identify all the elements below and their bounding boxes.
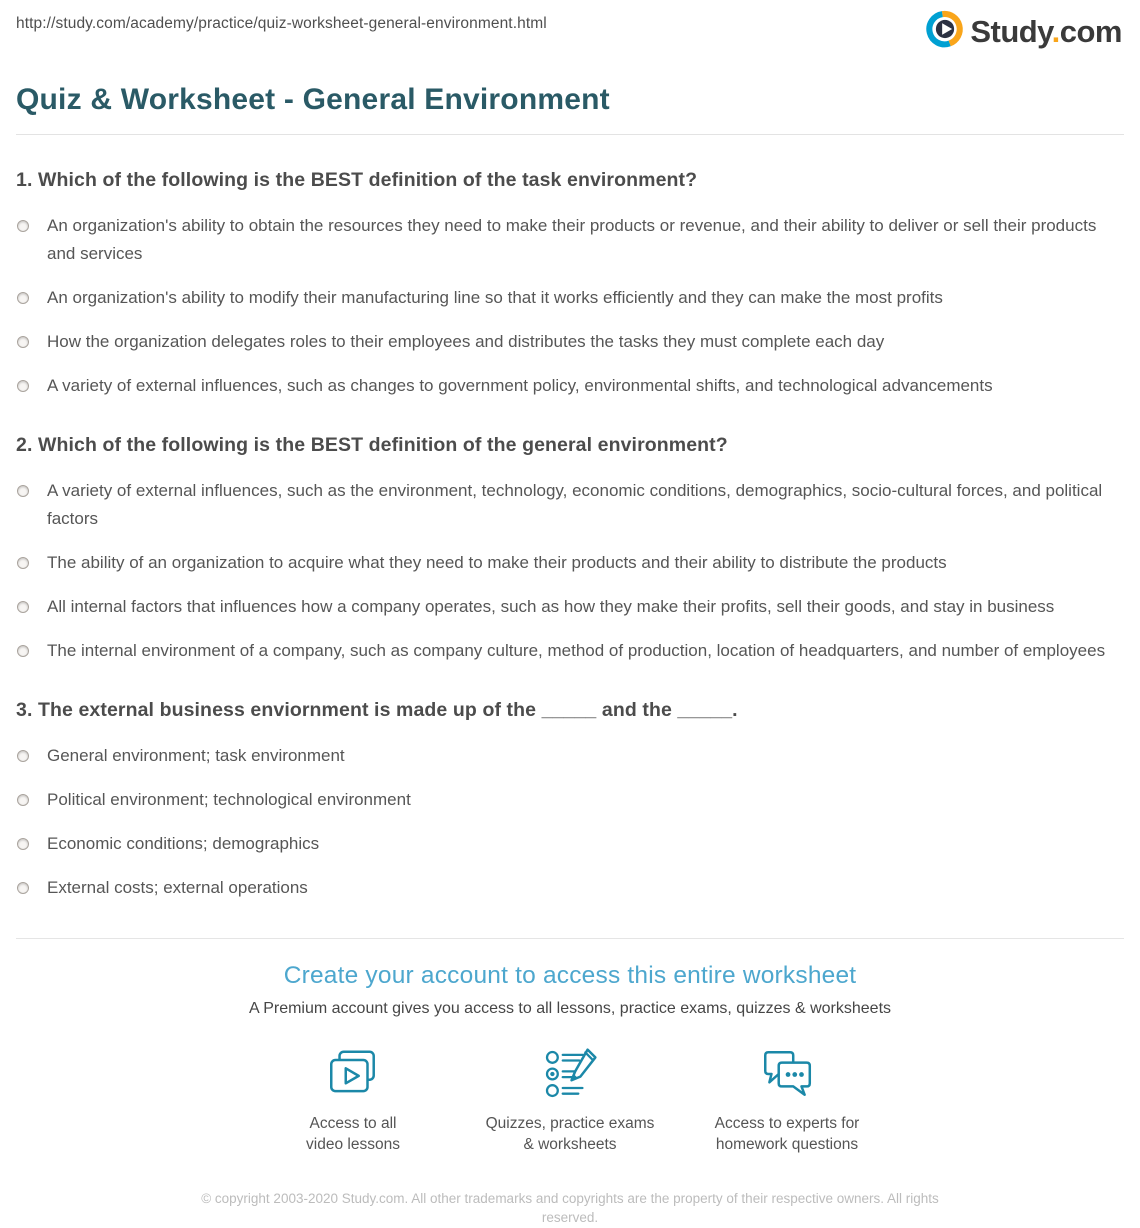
option-label[interactable]: The ability of an organization to acquire what they need to make their products and their ability to distribute the products xyxy=(47,553,947,572)
feature-quizzes-worksheets xyxy=(470,1044,670,1156)
feature-video-lessons xyxy=(253,1044,453,1156)
radio-button[interactable] xyxy=(17,380,29,392)
question-2-options xyxy=(16,477,1124,665)
radio-button[interactable] xyxy=(17,557,29,569)
answer-option[interactable] xyxy=(16,212,1124,268)
option-label[interactable]: Political environment; technological environment xyxy=(47,790,411,809)
browser-url: http://study.com/academy/practice/quiz-worksheet-general-environment.html xyxy=(16,15,547,32)
studycom-logo-text: Study.com xyxy=(970,14,1122,49)
option-label[interactable]: Economic conditions; demographics xyxy=(47,834,320,853)
option-label[interactable]: How the organization delegates roles to their employees and distributes the tasks they must complete each day xyxy=(47,332,885,351)
answer-option[interactable] xyxy=(16,593,1124,621)
radio-button[interactable] xyxy=(17,485,29,497)
radio-button[interactable] xyxy=(17,645,29,657)
option-label[interactable]: General environment; task environment xyxy=(47,746,345,765)
answer-option[interactable] xyxy=(16,830,1124,858)
title-divider xyxy=(16,134,1124,135)
radio-button[interactable] xyxy=(17,838,29,850)
feature-homework-experts xyxy=(687,1044,887,1156)
feature-label: Access to all video lessons xyxy=(306,1115,400,1154)
cta-title: Create your account to access this entire worksheet xyxy=(283,962,857,989)
answer-option[interactable] xyxy=(16,786,1124,814)
radio-button[interactable] xyxy=(17,336,29,348)
question-3 xyxy=(16,699,1124,902)
feature-label: Quizzes, practice exams & worksheets xyxy=(485,1115,655,1154)
video-lessons-icon xyxy=(253,1044,453,1104)
create-account-section xyxy=(16,938,1124,1228)
answer-option[interactable] xyxy=(16,549,1124,577)
radio-button[interactable] xyxy=(17,750,29,762)
radio-button[interactable] xyxy=(17,292,29,304)
top-bar xyxy=(0,0,1140,53)
chat-experts-icon xyxy=(687,1044,887,1104)
copyright-notice: © copyright 2003-2020 Study.com. All other trademarks and copyrights are the property of their respective owners. All rights reserved. xyxy=(201,1190,939,1226)
answer-option[interactable] xyxy=(16,284,1124,312)
page-title: Quiz & Worksheet - General Environment xyxy=(16,83,610,116)
question-3-options xyxy=(16,742,1124,902)
cta-subtitle: A Premium account gives you access to all lessons, practice exams, quizzes & worksheets xyxy=(248,1000,892,1017)
answer-option[interactable] xyxy=(16,328,1124,356)
radio-button[interactable] xyxy=(17,882,29,894)
answer-option[interactable] xyxy=(16,477,1124,533)
option-label[interactable]: An organization's ability to modify their manufacturing line so that it works efficiently and they can make the most profits xyxy=(47,288,943,307)
question-2-prompt: 2. Which of the following is the BEST definition of the general environment? xyxy=(16,434,728,456)
answer-option[interactable] xyxy=(16,372,1124,400)
question-1-prompt: 1. Which of the following is the BEST definition of the task environment? xyxy=(16,169,698,191)
feature-row xyxy=(16,1044,1124,1156)
option-label[interactable]: A variety of external influences, such as changes to government policy, environmental shifts, and technological advancements xyxy=(47,376,993,395)
answer-option[interactable] xyxy=(16,874,1124,902)
studycom-play-icon xyxy=(926,10,964,53)
radio-button[interactable] xyxy=(17,220,29,232)
quizzes-worksheets-icon xyxy=(470,1044,670,1104)
question-2 xyxy=(16,434,1124,665)
question-1-options xyxy=(16,212,1124,400)
option-label[interactable]: The internal environment of a company, such as company culture, method of production, location of headquarters, and number of employees xyxy=(47,641,1106,660)
option-label[interactable]: A variety of external influences, such as the environment, technology, economic conditions, demographics, socio-cultural forces, and political factors xyxy=(47,481,1103,528)
quiz-body xyxy=(0,169,1140,902)
question-1 xyxy=(16,169,1124,400)
studycom-logo[interactable] xyxy=(926,10,1122,53)
answer-option[interactable] xyxy=(16,637,1124,665)
option-label[interactable]: All internal factors that influences how a company operates, such as how they make their profits, sell their goods, and stay in business xyxy=(47,597,1055,616)
question-3-prompt: 3. The external business enviornment is made up of the _____ and the _____. xyxy=(16,699,738,721)
answer-option[interactable] xyxy=(16,742,1124,770)
radio-button[interactable] xyxy=(17,601,29,613)
feature-label: Access to experts for homework questions xyxy=(714,1115,860,1154)
option-label[interactable]: An organization's ability to obtain the resources they need to make their products or revenue, and their ability to deliver or sell their products and services xyxy=(47,216,1097,263)
option-label[interactable]: External costs; external operations xyxy=(47,878,308,897)
radio-button[interactable] xyxy=(17,794,29,806)
